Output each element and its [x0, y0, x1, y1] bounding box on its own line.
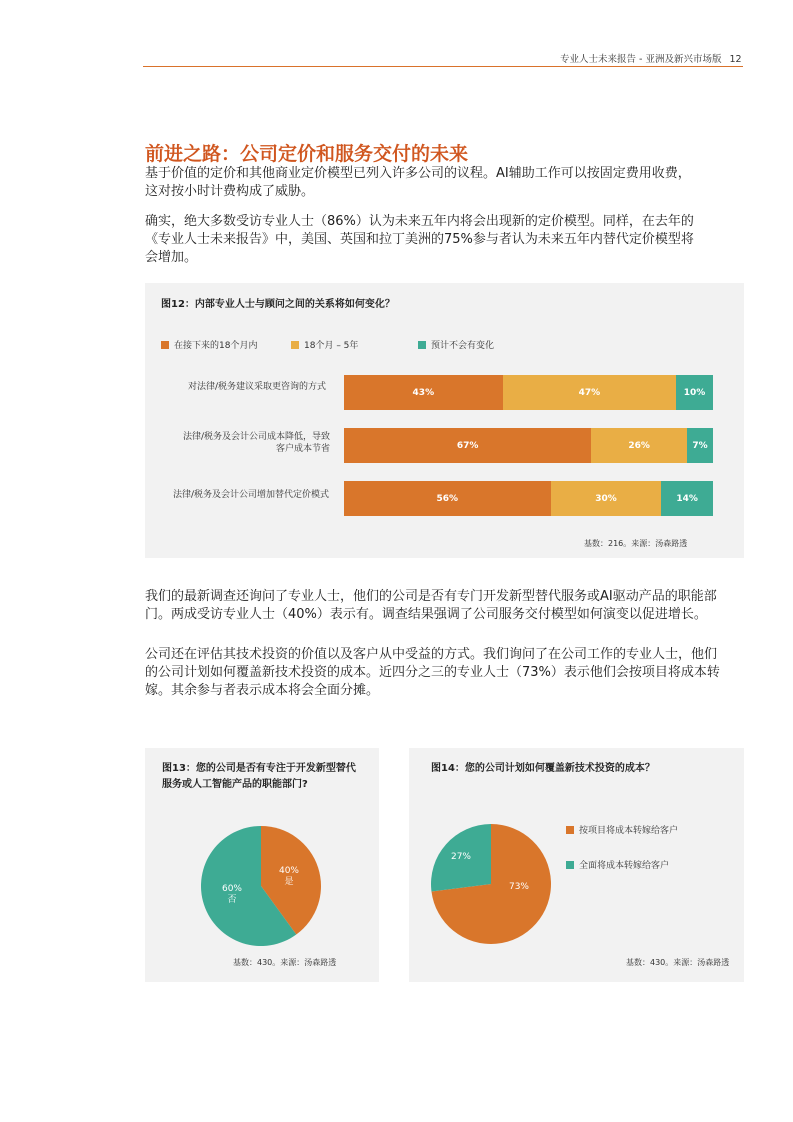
bar-data-label: 47% [578, 387, 601, 398]
figure-12-title: 图12：内部专业人士与顾问之间的关系将如何变化？ [161, 299, 395, 310]
bar-data-label: 7% [692, 440, 708, 451]
paragraph-line: 基于价值的定价和其他商业定价模型已列入许多公司的议程。AI辅助工作可以按固定费用收费， [145, 166, 691, 181]
legend-label: 18个月 – 5年 [304, 341, 359, 351]
figure-14-source: 基数：430。来源：汤森路透 [626, 958, 730, 967]
paragraph-line: 《专业人士未来报告》中，美国、英国和拉丁美洲的75%参与者认为未来五年内替代定价模型将 [145, 232, 694, 247]
pie-label: 40% [278, 866, 300, 876]
paragraph-3 [145, 588, 745, 624]
bar-category-label [145, 381, 326, 393]
paragraph-1 [145, 165, 745, 201]
legend-label: 在接下来的18个月内 [174, 341, 258, 351]
category-line: 法律/税务及会计公司成本降低，导致 [182, 432, 330, 442]
bar-data-label: 14% [676, 493, 698, 504]
legend-label: 按项目将成本转嫁给客户 [579, 826, 679, 836]
paragraph-line: 的公司计划如何覆盖新技术投资的成本。近四分之三的专业人士（73%）表示他们会按项目将成本转 [145, 665, 720, 680]
bar-data-label: 10% [683, 387, 706, 398]
figure-14-title: 图14：您的公司计划如何覆盖新技术投资的成本？ [431, 763, 655, 774]
legend-swatch [291, 341, 299, 349]
legend-item [291, 338, 358, 351]
legend-swatch [566, 861, 574, 869]
bar-data-label: 56% [436, 493, 459, 504]
title-line: 图13：您的公司是否有专注于开发新型替代 [162, 763, 356, 774]
bar-data-label: 43% [412, 387, 435, 398]
paragraph-line: 嫁。其余参与者表示成本将会全面分摊。 [145, 683, 380, 698]
paragraph-line: 会增加。 [145, 250, 198, 265]
figure-13-panel [145, 748, 379, 982]
category-line: 对法律/税务建议采取更咨询的方式 [187, 382, 326, 392]
paragraph-line: 我们的最新调查还询问了专业人士，他们的公司是否有专门开发新型替代服务或AI驱动产品的职能部 [145, 589, 717, 604]
paragraph-line: 这对按小时计费构成了威胁。 [145, 184, 315, 199]
bar-category-label [145, 489, 329, 501]
bar-category-label [145, 431, 330, 455]
figure-13-source: 基数：430。来源：汤森路透 [233, 958, 337, 967]
category-line: 法律/税务及会计公司增加替代定价模式 [172, 490, 329, 500]
bar-segment [344, 481, 551, 516]
legend-label: 预计不会有变化 [431, 341, 495, 351]
category-line: 客户成本节省 [275, 444, 330, 454]
figure-12-source: 基数：216。来源：汤森路透 [584, 539, 688, 548]
legend-swatch [161, 341, 169, 349]
bar-data-label: 67% [456, 440, 479, 451]
bar-data-label: 26% [628, 440, 650, 451]
page-number: 12 [729, 54, 742, 65]
legend-item [566, 858, 669, 871]
section-title: 前进之路：公司定价和服务交付的未来 [145, 143, 469, 165]
pie-label: 60% [221, 884, 243, 894]
figure-13-pie [145, 748, 379, 982]
bar-segment [661, 481, 713, 516]
paragraph-4 [145, 646, 745, 700]
legend-swatch [566, 826, 574, 834]
bar-segment [551, 481, 662, 516]
legend-item [566, 823, 678, 836]
pie-label: 是 [284, 877, 294, 887]
figure-14-panel [409, 748, 744, 982]
pie-label: 73% [508, 882, 530, 892]
legend-label: 全面将成本转嫁给客户 [579, 861, 670, 871]
bar-segment [503, 375, 676, 410]
figure-12-panel [145, 283, 744, 558]
bar-segment [591, 428, 687, 463]
pie-label: 否 [227, 895, 237, 905]
paragraph-2 [145, 213, 745, 267]
paragraph-line: 确实，绝大多数受访专业人士（86%）认为未来五年内将会出现新的定价模型。同样，在去年的 [145, 214, 694, 229]
legend-swatch [418, 341, 426, 349]
paragraph-line: 门。两成受访专业人士（40%）表示有。调查结果强调了公司服务交付模型如何演变以促进增长。 [145, 607, 707, 622]
bar-segment [344, 428, 591, 463]
legend-item [418, 338, 494, 351]
pie-label: 27% [450, 852, 472, 862]
legend-item [161, 338, 257, 351]
bar-segment [687, 428, 713, 463]
report-title: 专业人士未来报告 - 亚洲及新兴市场版 [560, 54, 722, 65]
bar-segment [676, 375, 713, 410]
header-divider [143, 66, 743, 67]
title-line: 服务或人工智能产品的职能部门? [162, 779, 308, 790]
bar-data-label: 30% [595, 493, 617, 504]
running-header [560, 51, 750, 65]
bar-segment [344, 375, 503, 410]
paragraph-line: 公司还在评估其技术投资的价值以及客户从中受益的方式。我们询问了在公司工作的专业人士，他们 [145, 647, 718, 662]
